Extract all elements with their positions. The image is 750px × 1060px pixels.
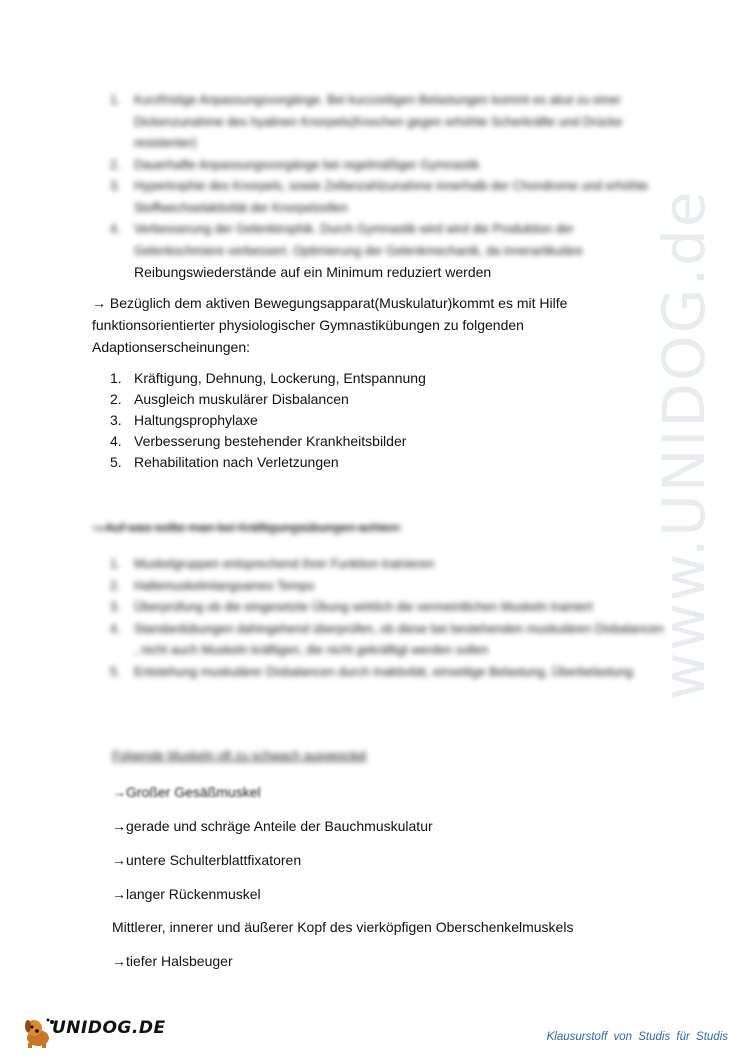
dog-icon	[22, 1016, 56, 1050]
logo-text: UNIDOG.DE	[52, 1018, 166, 1038]
list-item: 3. Haltungsprophylaxe	[110, 412, 258, 428]
muscle-item: →tiefer Halsbeuger	[112, 953, 233, 969]
muscle-item: →untere Schulterblattfixatoren	[112, 852, 302, 868]
paragraph: → Bezüglich dem aktiven Bewegungsapparat(Muskulatur)kommt es mit Hilfe funktionsorientierter physiologischer Gymnastikübungen zu folgenden Adaptionserscheinungen:	[92, 295, 568, 355]
list-item: 1. Muskelgruppen entsprechend ihrer Funktion trainieren	[110, 557, 435, 571]
subheading: Folgende Muskeln oft zu schwach ausgeprägt	[112, 749, 367, 763]
list-item: 2. Haltemuskelmlangsames Tempo	[110, 578, 315, 593]
section-heading: →Auf was sollte man bei Kräftigungsübungen achten:	[92, 520, 402, 535]
list-adaptations	[110, 368, 654, 473]
list-item: 5. Entstehung muskulärer Disbalancen durch Inaktivität, einseitige Belastung, Überbelastung	[110, 664, 633, 679]
list-item: 4. Verbesserung der Gelenktrophik. Durch Gymnastik wird wird die Produktion der Gelenkschmiere verbessert. Optimierung der Gelenkmechanik, da innerartikuläre	[110, 222, 583, 258]
footer-tagline: Klausurstoff von Studis für Studis	[546, 1031, 728, 1043]
unidog-logo	[22, 1016, 172, 1050]
list-item: 1. Kurzfristige Anpassungsvorgänge. Bei kurzzeitigen Belastungen kommt es akut zu einer Dickenzunahme des hyalinen Knorpels(Knochen gegen erhöhte Scherkräfte und Drücke resistenter)	[110, 93, 623, 150]
list-item: 5. Rehabilitation nach Verletzungen	[110, 454, 339, 470]
list-item: 3. Hypertrophie des Knorpels, sowie Zellanzahlzunahme innerhalb der Chondrome und erhöhte Stoffwechselaktivität der Knorpelzellen	[110, 179, 649, 215]
list-item: 4. Verbesserung bestehender Krankheitsbilder	[110, 433, 407, 449]
list-strength-training-tips	[110, 554, 664, 683]
list-cartilage-adaptation	[110, 90, 664, 283]
muscle-item: →gerade und schräge Anteile der Bauchmuskulatur	[112, 818, 433, 834]
muscle-item: →Großer Gesäßmuskel	[112, 784, 261, 800]
muscle-item: Mittlerer, innerer und äußerer Kopf des vierköpfigen Oberschenkelmuskels	[112, 919, 574, 935]
list-item-clear: Reibungswiederstände auf ein Minimum reduziert werden	[134, 264, 492, 280]
list-item: 4. Standardübungen dahingehend überprüfen, ob diese bei bestehenden muskulären Disbalancen , nicht auch Muskeln kräftigen, die nicht gekräftigt werden sollen	[110, 621, 664, 657]
muscle-item: →langer Rückenmuskel	[112, 886, 261, 902]
list-item: 3. Überprüfung ob die eingesetzte Übung wirklich die vermeintlichen Muskeln trainiert	[110, 600, 593, 614]
list-item: 2. Ausgleich muskulärer Disbalancen	[110, 391, 349, 407]
list-item: 2. Dauerhafte Anpassungsvorgänge bei regelmäßiger Gymnastik	[110, 157, 480, 172]
watermark: www.UNIDOG.de	[650, 189, 718, 700]
list-item: 1. Kräftigung, Dehnung, Lockerung, Entspannung	[110, 370, 426, 386]
